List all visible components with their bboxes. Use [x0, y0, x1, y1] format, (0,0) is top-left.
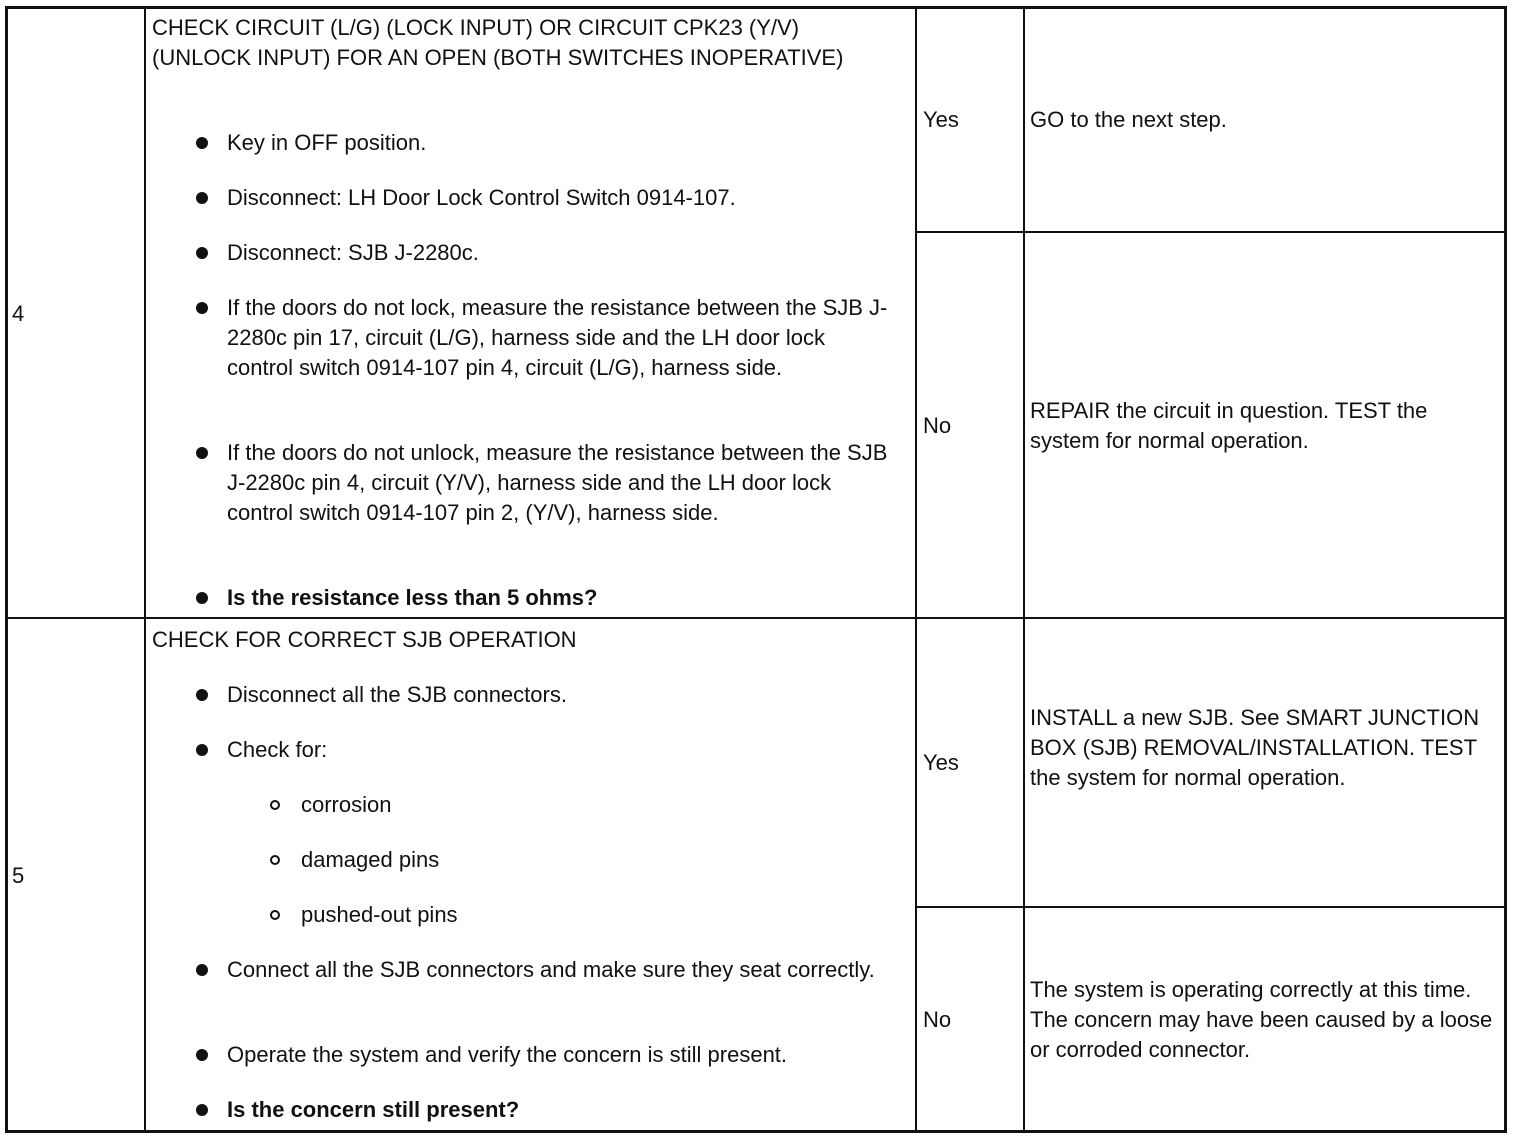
step-instruction: Disconnect: LH Door Lock Control Switch 0914-107.	[227, 185, 736, 210]
column-divider	[915, 6, 917, 1133]
step-number: 5	[12, 863, 25, 888]
bullet-icon	[196, 592, 208, 604]
result-answer: No	[923, 1007, 952, 1032]
step-sub-instruction: damaged pins	[301, 847, 440, 872]
result-action: The system is operating correctly at this time. The concern may have been caused by a loose or corroded connector.	[1030, 977, 1493, 1062]
bullet-icon	[196, 302, 208, 314]
bullet-icon	[196, 192, 208, 204]
result-answer: No	[923, 413, 952, 438]
step-number: 4	[12, 301, 25, 326]
bullet-icon	[196, 744, 208, 756]
step-instruction: Connect all the SJB connectors and make sure they seat correctly.	[227, 957, 875, 982]
step-instruction: Disconnect all the SJB connectors.	[227, 682, 567, 707]
step-instruction: Disconnect: SJB J-2280c.	[227, 240, 479, 265]
sub-bullet-icon	[270, 910, 280, 920]
step-instruction: Check for:	[227, 737, 328, 762]
step-instruction: Key in OFF position.	[227, 130, 427, 155]
result-action: REPAIR the circuit in question. TEST the system for normal operation.	[1030, 398, 1428, 453]
sub-bullet-icon	[270, 855, 280, 865]
bullet-icon	[196, 247, 208, 259]
step-instruction: If the doors do not unlock, measure the resistance between the SJB J-2280c pin 4, circuit (Y/V), harness side and the LH door lock control switch 0914-107 pin 2, (Y/V), harness side.	[227, 440, 888, 525]
row-divider	[5, 617, 1507, 619]
bullet-icon	[196, 689, 208, 701]
bullet-icon	[196, 1049, 208, 1061]
column-divider	[144, 6, 146, 1133]
step-title: CHECK CIRCUIT (L/G) (LOCK INPUT) OR CIRCUIT CPK23 (Y/V) (UNLOCK INPUT) FOR AN OPEN (BOTH SWITCHES INOPERATIVE)	[152, 15, 844, 70]
step-title: CHECK FOR CORRECT SJB OPERATION	[152, 627, 577, 652]
bullet-icon	[196, 137, 208, 149]
sub-bullet-icon	[270, 800, 280, 810]
column-divider	[1023, 6, 1025, 1133]
result-action: GO to the next step.	[1030, 107, 1227, 132]
bullet-icon	[196, 447, 208, 459]
step-instruction: Operate the system and verify the concern is still present.	[227, 1042, 788, 1067]
bullet-icon	[196, 964, 208, 976]
step-question: Is the resistance less than 5 ohms?	[227, 585, 598, 610]
step-sub-instruction: corrosion	[301, 792, 392, 817]
row-divider	[915, 231, 1507, 233]
bullet-icon	[196, 1104, 208, 1116]
step-sub-instruction: pushed-out pins	[301, 902, 458, 927]
step-instruction: If the doors do not lock, measure the resistance between the SJB J-2280c pin 17, circuit (L/G), harness side and the LH door lock control switch 0914-107 pin 4, circuit (L/G), harness side.	[227, 295, 888, 380]
result-answer: Yes	[923, 750, 959, 775]
result-action: INSTALL a new SJB. See SMART JUNCTION BOX (SJB) REMOVAL/INSTALLATION. TEST the system for normal operation.	[1030, 705, 1480, 790]
result-answer: Yes	[923, 107, 959, 132]
row-divider	[915, 906, 1507, 908]
step-question: Is the concern still present?	[227, 1097, 520, 1122]
